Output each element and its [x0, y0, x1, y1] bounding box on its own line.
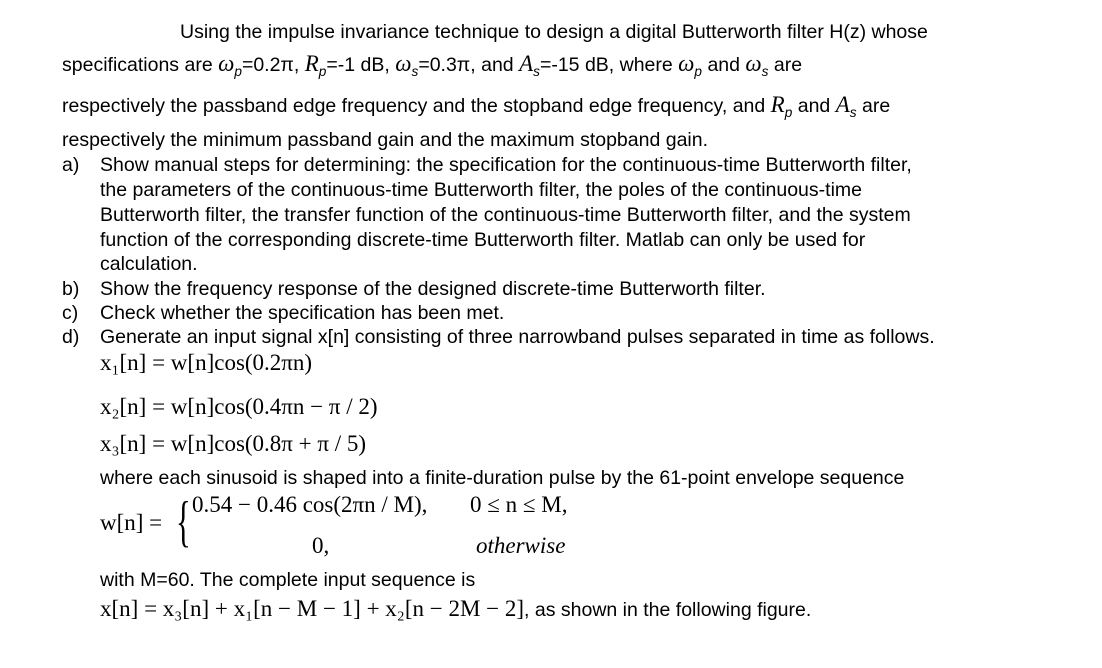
wp-value: =0.2π, — [241, 54, 300, 76]
item-a-line-4: function of the corresponding discrete-time Butterworth filter. Matlab can only be used for — [100, 229, 866, 251]
sub-s: s — [761, 63, 769, 79]
window-case-2-expr: 0, — [312, 533, 330, 558]
item-c-label: c) — [62, 302, 79, 324]
equation-x3: x₃[n] = w[n]cos(0.8π + π / 5) — [100, 431, 367, 456]
sub-s: s — [411, 63, 419, 79]
A-symbol: A — [519, 51, 534, 76]
case-brace: { — [176, 491, 191, 553]
equation-x2: x₂[n] = w[n]cos(0.4πn − π / 2) — [100, 394, 378, 419]
item-a-line-2: the parameters of the continuous-time Butterworth filter, the poles of the continuous-time — [100, 179, 862, 201]
intro-line-1: Using the impulse invariance technique to design a digital Butterworth filter H(z) whose — [180, 21, 928, 43]
sub-s: s — [849, 104, 857, 120]
with-M-line: with M=60. The complete input sequence is — [100, 569, 476, 591]
intro-line-2-and: and — [707, 54, 740, 76]
intro-line-3 — [62, 93, 890, 118]
window-case-1-expr: 0.54 − 0.46 cos(2πn / M), — [192, 492, 428, 517]
window-case-1-cond: 0 ≤ n ≤ M, — [470, 492, 568, 517]
A-symbol: A — [835, 92, 850, 117]
sub-p: p — [318, 63, 327, 79]
intro-line-3-prefix: respectively the passband edge frequency and the stopband edge frequency, and — [62, 95, 766, 117]
window-lhs: w[n] = — [100, 510, 163, 535]
intro-line-2-are: are — [773, 54, 803, 76]
item-b-label: b) — [62, 278, 80, 300]
intro-line-3-are: are — [862, 95, 891, 117]
item-d-line-1: Generate an input signal x[n] consisting of three narrowband pulses separated in time as follows. — [100, 326, 935, 348]
window-case-2-cond: otherwise — [476, 533, 566, 558]
sub-p: p — [234, 63, 242, 79]
item-a-line-3: Butterworth filter, the transfer function of the continuous-time Butterworth filter, and the system — [100, 204, 911, 226]
sub-p: p — [694, 63, 703, 79]
intro-line-2 — [62, 52, 802, 77]
item-b-line-1: Show the frequency response of the designed discrete-time Butterworth filter. — [100, 278, 766, 300]
omega-symbol: ω — [745, 51, 762, 76]
sub-s: s — [533, 63, 540, 79]
envelope-description: where each sinusoid is shaped into a finite-duration pulse by the 61-point envelope sequence — [100, 467, 905, 489]
intro-line-4: respectively the minimum passband gain and the maximum stopband gain. — [62, 129, 709, 151]
item-a-line-5: calculation. — [100, 253, 198, 275]
sub-p: p — [784, 104, 793, 120]
intro-line-2-prefix: specifications are — [62, 54, 213, 76]
As-value: =-15 dB, where — [539, 54, 673, 76]
intro-line-3-and: and — [797, 95, 831, 117]
complete-sequence-tail: , as shown in the following figure. — [524, 599, 812, 621]
complete-sequence-line — [100, 596, 811, 622]
item-d-label: d) — [62, 326, 80, 348]
omega-symbol: ω — [678, 51, 695, 76]
omega-symbol: ω — [218, 51, 235, 76]
R-symbol: R — [770, 92, 785, 117]
omega-symbol: ω — [395, 51, 412, 76]
ws-value: =0.3π, and — [418, 54, 514, 76]
equation-x1: x₁[n] = w[n]cos(0.2πn) — [100, 350, 313, 375]
R-symbol: R — [304, 51, 319, 76]
item-a-line-1: Show manual steps for determining: the specification for the continuous-time Butterworth filter, — [100, 154, 912, 176]
item-c-line-1: Check whether the specification has been met. — [100, 302, 505, 324]
complete-sequence-expr: x[n] = x₃[n] + x₁[n − M − 1] + x₂[n − 2M − 2] — [100, 596, 525, 621]
item-a-label: a) — [62, 154, 80, 176]
Rp-value: =-1 dB, — [326, 54, 390, 76]
